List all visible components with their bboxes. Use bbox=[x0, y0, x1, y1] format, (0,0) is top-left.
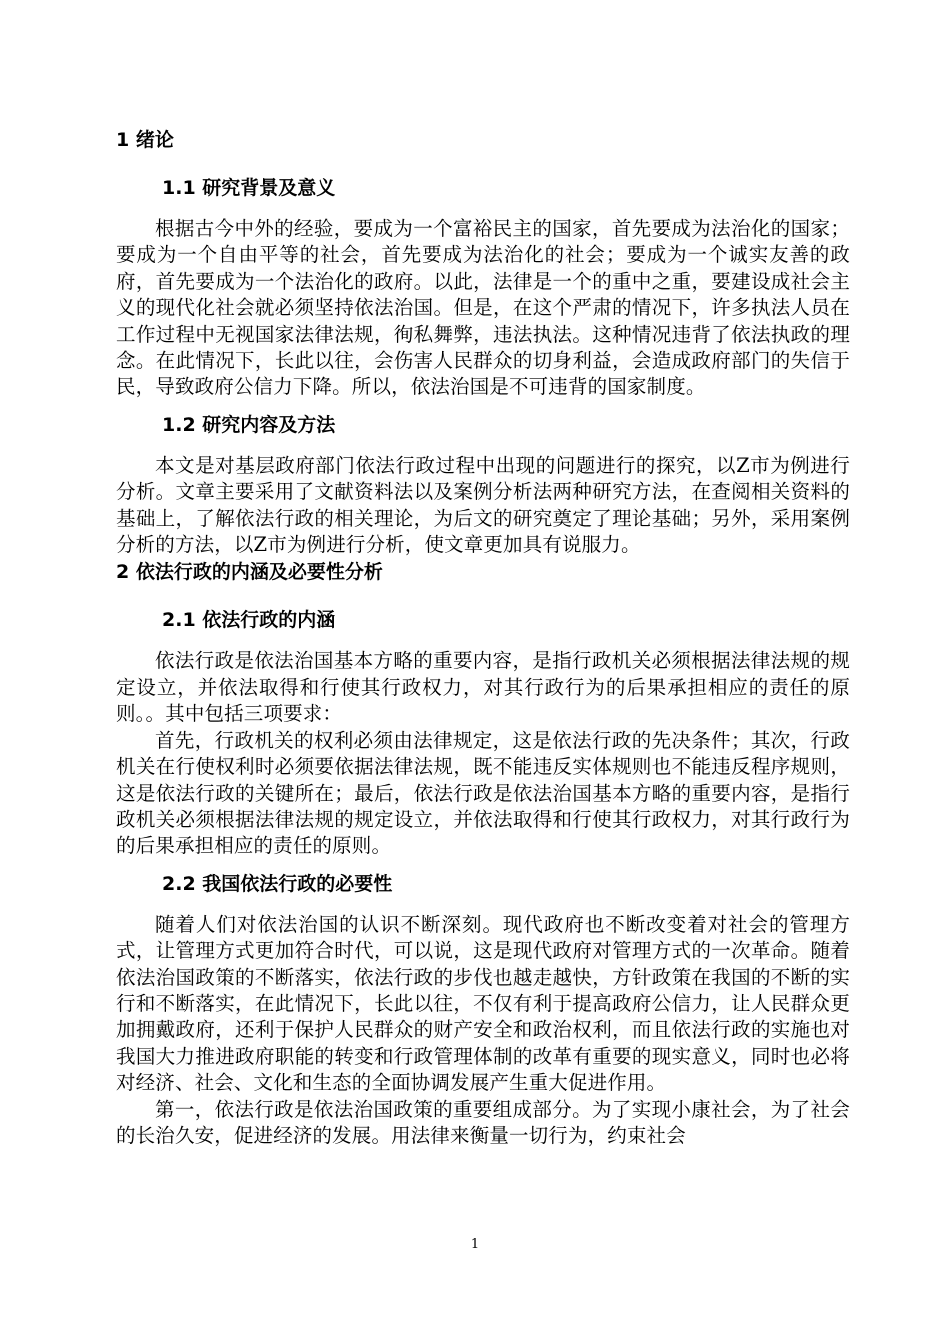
heading-section-1-1: 1.1 研究背景及意义 bbox=[162, 177, 336, 199]
paragraph-1-1: 根据古今中外的经验，要成为一个富裕民主的国家，首先要成为法治化的国家；要成为一个自由平等的社会，首先要成为法治化的社会；要成为一个诚实友善的政府，首先要成为一个法治化的政府。以此，法律是一个的重中之重，要建设成社会主义的现代化社会就必须坚持依法治国。但是，在这个严肃的情况下，许多执法人员在工作过程中无视国家法律法规，徇私舞弊，违法执法。这种情况违背了依法执政的理念。在此情况下，长此以往，会伤害人民群众的切身利益，会造成政府部门的失信于民，导致政府公信力下降。所以，依法治国是不可违背的国家制度。 bbox=[116, 217, 850, 399]
page-number: 1 bbox=[470, 1237, 480, 1252]
paragraph-1-2: 本文是对基层政府部门依法行政过程中出现的问题进行的探究，以Z市为例进行分析。文章主要采用了文献资料法以及案例分析法两种研究方法，在查阅相关资料的基础上，了解依法行政的相关理论，为后文的研究奠定了理论基础；另外，采用案例分析的方法，以Z市为例进行分析，使文章更加具有说服力。 bbox=[116, 453, 850, 557]
heading-section-2-1: 2.1 依法行政的内涵 bbox=[162, 609, 336, 632]
heading-chapter-1: 1 绪论 bbox=[116, 129, 174, 151]
paragraph-2-2-b: 第一，依法行政是依法治国政策的重要组成部分。为了实现小康社会，为了社会的长治久安，促进经济的发展。用法律来衡量一切行为，约束社会 bbox=[116, 1097, 850, 1147]
paragraph-2-2-a: 随着人们对依法治国的认识不断深刻。现代政府也不断改变着对社会的管理方式，让管理方式更加符合时代，可以说，这是现代政府对管理方式的一次革命。随着依法治国政策的不断落实，依法行政的步伐也越走越快，方针政策在我国的不断的实行和不断落实，在此情况下，长此以往，不仅有利于提高政府公信力，让人民群众更加拥戴政府，还利于保护人民群众的财产安全和政治权利，而且依法行政的实施也对我国大力推进政府职能的转变和行政管理体制的改革有重要的现实意义，同时也必将对经济、社会、文化和生态的全面协调发展产生重大促进作用。 bbox=[116, 912, 850, 1095]
page-body bbox=[116, 126, 850, 1149]
heading-chapter-2: 2 依法行政的内涵及必要性分析 bbox=[116, 561, 383, 584]
paragraph-2-1-a: 依法行政是依法治国基本方略的重要内容，是指行政机关必须根据法律法规的规定设立，并依法取得和行使其行政权力，对其行政行为的后果承担相应的责任的原则。。其中包括三项要求： bbox=[116, 649, 850, 726]
heading-section-2-2: 2.2 我国依法行政的必要性 bbox=[162, 872, 393, 895]
paragraph-2-1-b: 首先，行政机关的权利必须由法律规定，这是依法行政的先决条件；其次，行政机关在行使权利时必须要依据法律法规，既不能违反实体规则也不能违反程序规则，这是依法行政的关键所在；最后，依法行政是依法治国基本方略的重要内容，是指行政机关必须根据法律法规的规定设立，并依法取得和行使其行政权力，对其行政行为的后果承担相应的责任的原则。 bbox=[116, 728, 850, 858]
heading-section-1-2: 1.2 研究内容及方法 bbox=[162, 413, 336, 436]
